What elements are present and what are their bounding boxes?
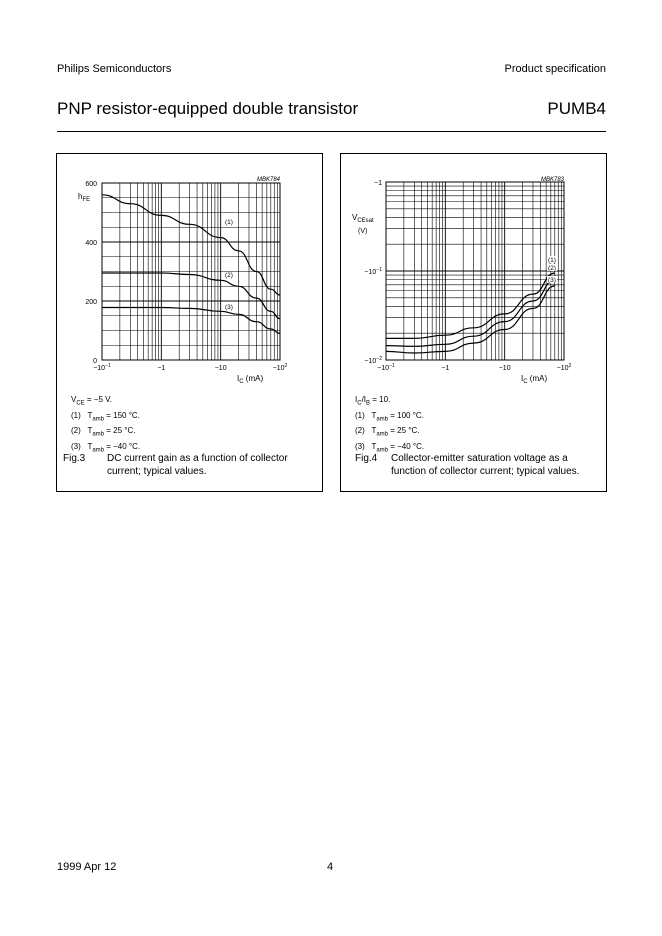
figure-4-y-tick-label: $-10^{-2}$ — [364, 356, 382, 365]
figure-4-x-tick-label: −10 — [498, 365, 511, 372]
figure-4-code: MBK783 — [540, 177, 564, 183]
figure-3-y-tick-label: 400 — [85, 240, 97, 247]
figure-3-chart — [57, 154, 322, 389]
figure-4-note-3: (3) $T_{amb} = -40$ °C. — [355, 441, 425, 454]
company-name: Philips Semiconductors — [57, 63, 172, 75]
figure-4-note-1: (1) $T_{amb} = 100$ °C. — [355, 410, 424, 423]
figure-3-note-1: (1) $T_{amb} = 150$ °C. — [71, 410, 140, 423]
figure-4-series-3-line — [386, 286, 555, 353]
figure-3-x-tick-label: −1 — [157, 365, 166, 372]
figure-4-box — [340, 153, 607, 492]
header-rule — [57, 131, 606, 132]
figure-4-caption-text: Collector-emitter saturation voltage as a function of collector current; typical values. — [391, 453, 580, 477]
figure-4-y-tick-label: −1 — [374, 180, 382, 187]
figure-3-series-2-label: (2) — [225, 272, 233, 279]
figure-4-series-2-label: (2) — [548, 265, 556, 272]
figure-4-series-2-line — [386, 280, 555, 347]
figure-3-box — [56, 153, 323, 492]
figure-3-condition: $V_{CE} = -5$ V. — [71, 395, 112, 407]
figure-3-series-1-label: (1) — [225, 219, 233, 226]
figure-3-y-tick-label: 600 — [85, 181, 97, 188]
figure-4-series-3-label: (3) — [548, 277, 556, 284]
part-number: PUMB4 — [547, 99, 606, 118]
footer-date: 1999 Apr 12 — [57, 861, 117, 873]
document-title: PNP resistor-equipped double transistor — [57, 99, 359, 118]
figure-4-y-axis-unit: (V) — [358, 228, 368, 235]
figure-3-series-3-label: (3) — [225, 304, 233, 311]
figure-3-y-axis-label: $h_{FE}$ — [78, 192, 91, 203]
figure-3-note-3: (3) $T_{amb} = -40$ °C. — [71, 441, 141, 454]
figure-4-condition: $I_C/I_B = 10$. — [355, 395, 391, 407]
figure-4-label: Fig.4 — [355, 453, 378, 464]
figure-4-x-axis-label: $I_C$ (mA) — [521, 374, 548, 385]
figure-4-x-tick-label: $-10^2$ — [556, 363, 572, 372]
figure-4-series-1-label: (1) — [548, 257, 556, 264]
figure-3-caption — [63, 452, 318, 478]
figure-3-x-axis-label: $I_C$ (mA) — [237, 374, 264, 385]
figure-4-note-2: (2) $T_{amb} = 25$ °C. — [355, 426, 420, 438]
figure-3-series-1-line — [102, 195, 280, 295]
figure-3-label: Fig.3 — [63, 453, 86, 464]
figure-3-caption-text: DC current gain as a function of collector current; typical values. — [107, 453, 288, 477]
figure-4-x-tick-label: −1 — [441, 365, 450, 372]
figure-3-notes — [71, 394, 140, 456]
figure-4-y-axis-label: $V_{CEsat}$ — [352, 213, 374, 224]
figure-3-x-tick-label: $-10^2$ — [272, 363, 288, 372]
figure-4-y-tick-label: $-10^{-1}$ — [364, 267, 382, 276]
figure-3-x-tick-label: $-10^{-1}$ — [93, 363, 111, 372]
figure-3-series-2-line — [102, 273, 280, 319]
document-type: Product specification — [504, 63, 606, 75]
figure-3-series-3-line — [102, 308, 280, 334]
figure-4-x-tick-label: $-10^{-1}$ — [377, 363, 395, 372]
page-number: 4 — [327, 861, 334, 873]
figure-4-series-1-line — [386, 273, 555, 338]
figure-3-x-tick-label: −10 — [214, 365, 227, 372]
figure-3-note-2: (2) $T_{amb} = 25$ °C. — [71, 426, 136, 438]
figure-4-caption — [355, 452, 605, 478]
figure-3-y-tick-label: 200 — [85, 299, 97, 306]
figure-4-notes — [355, 394, 424, 456]
figure-3-y-tick-label: 0 — [93, 358, 97, 365]
figure-4-chart — [341, 154, 606, 389]
figure-3-code: MBK784 — [256, 177, 280, 183]
